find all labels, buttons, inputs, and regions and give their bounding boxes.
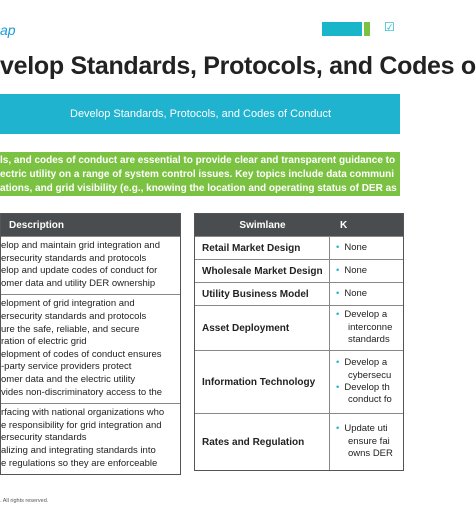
key-item-line — [336, 423, 403, 435]
swimlane-name: Information Technology — [195, 351, 330, 413]
copyright: . All rights reserved. — [0, 498, 49, 504]
swimlane-name: Asset Deployment — [195, 306, 330, 350]
intro-line: ations, and grid visibility (e.g., knowing the location and operating status of DER as — [0, 183, 397, 194]
key-item-text: Update uti — [344, 423, 388, 435]
swimlane-table — [194, 213, 404, 471]
bullet-icon: • — [336, 264, 340, 276]
key-item-text: Develop a — [344, 309, 388, 321]
bullet-icon: • — [336, 357, 340, 369]
description-line: omer data and utility DER ownership — [1, 277, 156, 289]
swimlane-key-items — [330, 414, 403, 470]
description-line: ration of electric grid — [1, 336, 87, 348]
intro-line: ls, and codes of conduct are essential to provide clear and transparent guidance to — [0, 155, 396, 166]
description-line: elop and maintain grid integration and — [1, 240, 160, 251]
page-title: velop Standards, Protocols, and Codes o — [0, 52, 476, 80]
key-item-text: Develop th — [344, 382, 390, 393]
description-line: omer data and the electric utility — [1, 373, 136, 385]
intro-line: ectric utility on a range of system control issues. Key topics include data communi — [0, 169, 394, 180]
swimlane-row — [195, 259, 403, 282]
description-line: rfacing with national organizations who — [1, 407, 165, 419]
swimlane-key-items — [330, 283, 403, 305]
key-item-text: standards — [348, 334, 390, 346]
swimlane-header-label: Swimlane — [239, 219, 286, 231]
swimlane-key-items — [330, 260, 403, 282]
description-line: -party service providers protect — [1, 361, 132, 373]
intro-box — [0, 152, 400, 196]
description-line: alizing and integrating standards into — [1, 444, 156, 456]
key-item-line — [336, 382, 403, 394]
description-line: ersecurity standards — [1, 432, 87, 444]
key-item-line — [336, 436, 403, 448]
bullet-icon: • — [336, 241, 340, 253]
description-row — [1, 236, 180, 294]
description-line: elopment of codes of conduct ensures — [1, 348, 162, 360]
description-line: vides non-discriminatory access to the — [1, 386, 163, 398]
banner-text: Develop Standards, Protocols, and Codes of Conduct — [70, 108, 332, 120]
description-table — [0, 213, 181, 475]
description-line: e regulations so they are enforceable — [1, 457, 158, 469]
description-line: ersecurity standards and protocols — [1, 310, 147, 322]
section-banner — [0, 94, 400, 134]
bullet-icon: • — [336, 423, 340, 435]
description-line: ersecurity standards and protocols — [1, 252, 147, 264]
description-row — [1, 403, 180, 474]
description-header: Description — [1, 214, 180, 236]
checkbox-icon: ☑ — [384, 20, 395, 34]
swimlane-header — [195, 214, 403, 236]
key-item-line — [336, 242, 403, 254]
key-item-line — [336, 309, 403, 321]
logo-bar-green — [364, 22, 370, 36]
key-item-text: ensure fai — [348, 435, 390, 447]
key-item-text: cybersecu — [348, 369, 392, 381]
swimlane-row — [195, 413, 403, 470]
description-line: ure the safe, reliable, and secure — [1, 323, 140, 335]
key-item-line — [336, 322, 403, 334]
description-line: e responsibility for grid integration and — [1, 419, 162, 431]
key-item-line — [336, 394, 403, 406]
swimlane-name: Wholesale Market Design — [195, 260, 330, 282]
key-item-text: owns DER — [348, 448, 393, 460]
key-item-line — [336, 288, 403, 300]
swimlane-row — [195, 282, 403, 305]
key-item-text: Develop a — [344, 357, 388, 369]
key-item-text: interconne — [348, 321, 393, 333]
bullet-icon: • — [336, 382, 340, 393]
section-kicker: ap — [0, 22, 16, 38]
bullet-icon: • — [336, 309, 340, 321]
swimlane-key-items — [330, 237, 403, 259]
key-item-text: None — [344, 241, 368, 253]
key-item-line — [336, 334, 403, 346]
description-line: elop and update codes of conduct for — [1, 265, 158, 277]
description-row — [1, 294, 180, 403]
key-item-text: None — [344, 264, 368, 276]
key-item-line — [336, 370, 403, 382]
key-item-line — [336, 357, 403, 369]
swimlane-key-items — [330, 351, 403, 413]
key-item-line — [336, 265, 403, 277]
key-item-line — [336, 448, 403, 460]
key-item-text: conduct fo — [348, 394, 392, 406]
logo — [322, 20, 400, 38]
swimlane-row — [195, 350, 403, 413]
key-header-label: K — [340, 219, 348, 231]
swimlane-name: Utility Business Model — [195, 283, 330, 305]
swimlane-key-items — [330, 306, 403, 350]
description-line: elopment of grid integration and — [1, 298, 135, 310]
logo-bar-teal — [322, 22, 362, 36]
swimlane-name: Retail Market Design — [195, 237, 330, 259]
key-item-text: None — [344, 287, 368, 299]
swimlane-row — [195, 236, 403, 259]
swimlane-row — [195, 305, 403, 350]
bullet-icon: • — [336, 287, 340, 299]
swimlane-name: Rates and Regulation — [195, 414, 330, 470]
